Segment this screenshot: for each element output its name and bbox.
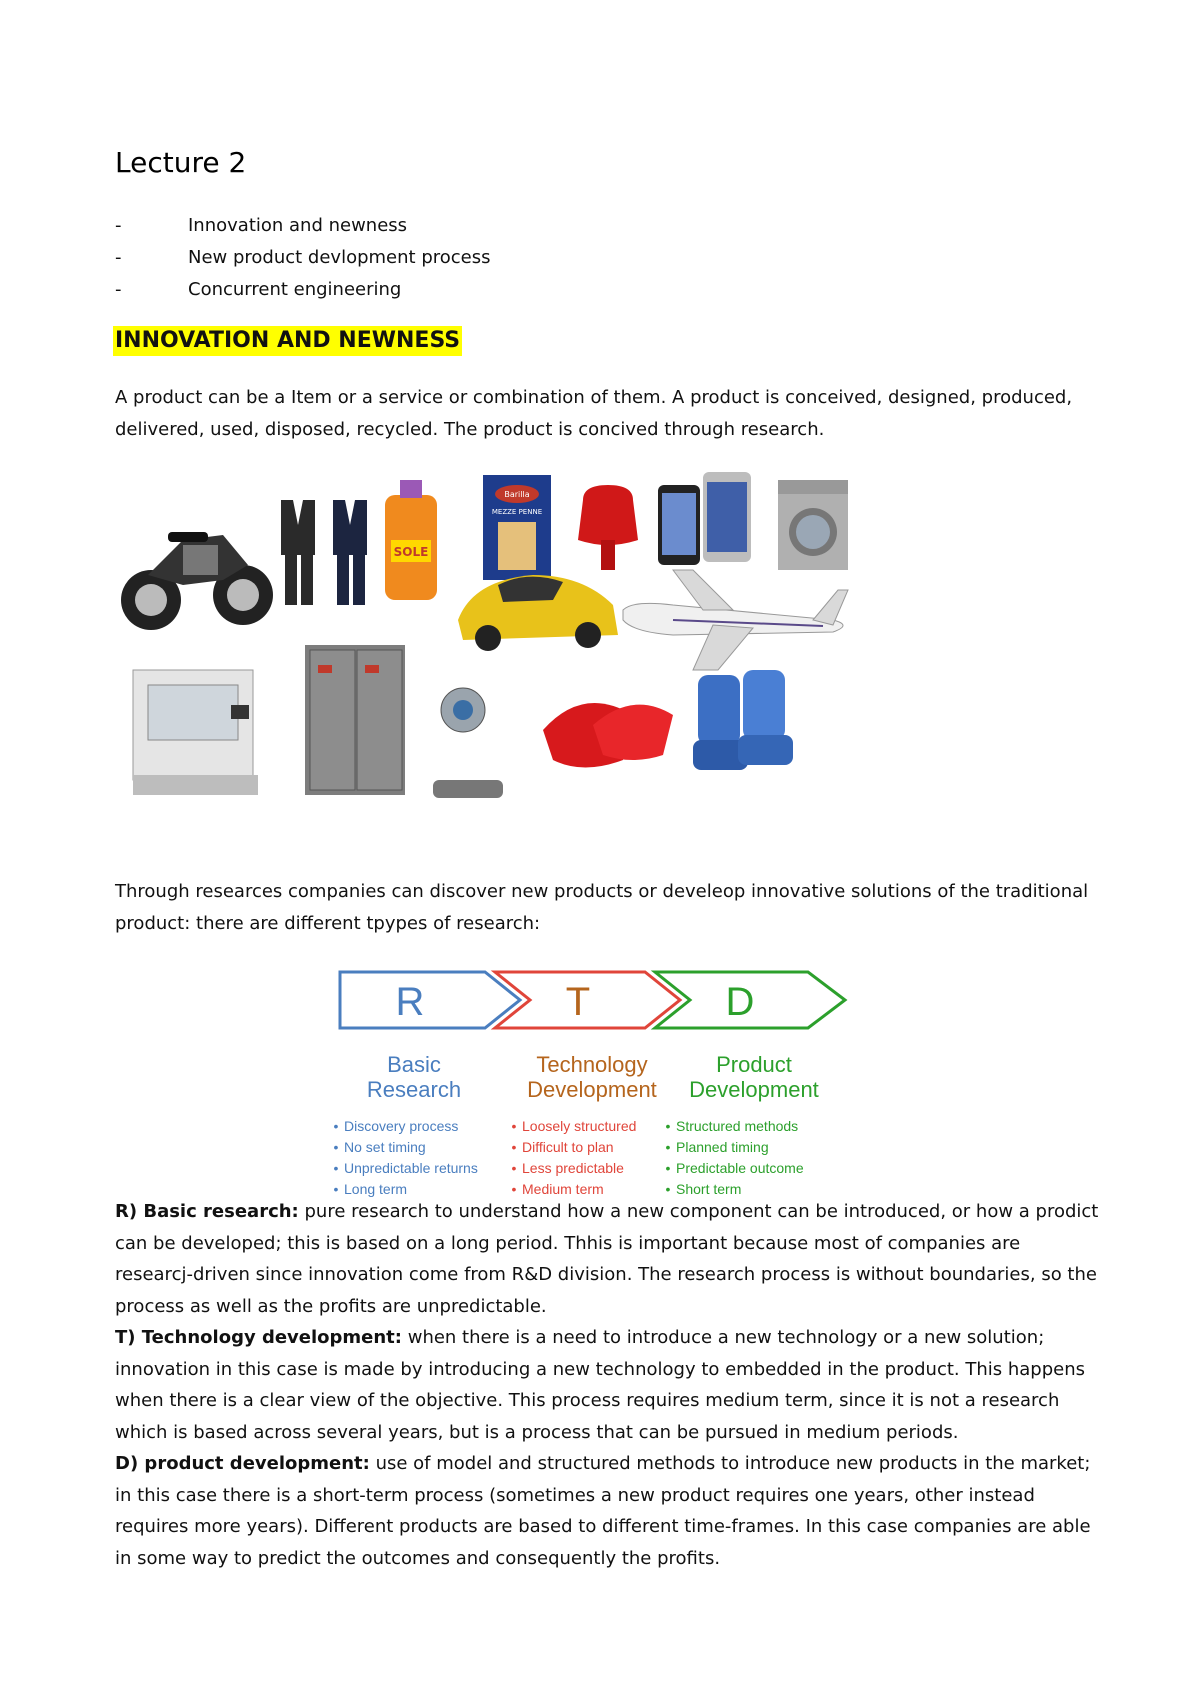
motorcycle-image xyxy=(121,532,273,630)
list-item: • Medium term xyxy=(511,1181,604,1197)
list-item: • Less predictable xyxy=(511,1160,624,1176)
block-title-line: Research xyxy=(366,1077,462,1102)
list-item: • Long term xyxy=(333,1181,408,1197)
research-intro-paragraph: Through researces companies can discover new products or develeop innovative solutions of the traditional product: there are different tpypes of research: xyxy=(115,881,1089,934)
topic-list xyxy=(115,210,491,306)
pasta-box-product-text: MEZZE PENNE xyxy=(491,508,543,516)
list-item: • Unpredictable returns xyxy=(333,1160,478,1176)
definition-label: D) product development: xyxy=(115,1453,370,1474)
suits-image xyxy=(281,500,367,605)
list-item: • Planned timing xyxy=(665,1139,769,1155)
pasta-box-brand-text: Barilla xyxy=(504,490,530,499)
basic-research-definition xyxy=(115,1196,1100,1322)
block-title-line: Product xyxy=(716,1052,792,1077)
list-item: • Difficult to plan xyxy=(511,1139,614,1155)
sports-car-image xyxy=(458,575,618,651)
product-development-title xyxy=(644,1052,864,1102)
intro-paragraph: A product can be a Item or a service or combination of them. A product is conceived, designed, produced, delivered, used, disposed, recycled. The product is concived through research. xyxy=(115,387,1073,440)
product-development-block xyxy=(644,1052,864,1200)
lamp-image xyxy=(578,485,638,570)
technology-development-definition xyxy=(115,1322,1100,1448)
block-title-line: Development xyxy=(527,1077,657,1102)
list-item: • Structured methods xyxy=(665,1118,799,1134)
definition-text: when there is a need to introduce a new technology or a new solution; innovation in this case is made by introducing a new technology to embedded in the product. This happens when there is a clear view of the objective. This process requires medium term, since it is not a research which is based across several years, but is a process that can be pursued in medium periods. xyxy=(115,1327,1086,1443)
definition-label: R) Basic research: xyxy=(115,1201,299,1222)
page-title: Lecture 2 xyxy=(115,146,247,179)
topic-item: - Concurrent engineering xyxy=(115,274,491,306)
definition-text: use of model and structured methods to introduce new products in the market; in this case there is a short-term process (sometimes a new product requires one years, other instead requires more years). Different products are based to different time-frames. In this case companies are able in some way to predict the outcomes and consequently the profits. xyxy=(115,1453,1091,1569)
detergent-bottle-image xyxy=(385,480,437,600)
block-title-line: Technology xyxy=(536,1052,648,1077)
product-development-list xyxy=(660,1116,864,1200)
topic-label: Concurrent engineering xyxy=(188,279,402,300)
electrical-cabinet-image xyxy=(305,645,405,795)
list-item: • Predictable outcome xyxy=(665,1160,804,1176)
smartphones-image xyxy=(658,472,751,565)
d-letter: D xyxy=(725,980,755,1024)
definition-label: T) Technology development: xyxy=(115,1327,402,1348)
list-item: • Loosely structured xyxy=(511,1118,637,1134)
definition-text: pure research to understand how a new component can be introduced, or how a prodict can be developed; this is based on a long period. Thhis is important because most of companies are researcj-driven since innovation come from R&D division. The research process is without boundaries, so the process as well as the profits are unpredictable. xyxy=(115,1201,1099,1317)
list-item: • No set timing xyxy=(333,1139,426,1155)
product-collage-image xyxy=(113,470,913,830)
list-item: • Short term xyxy=(665,1181,742,1197)
pasta-box-image xyxy=(483,475,551,580)
t-letter: T xyxy=(565,980,591,1024)
definitions-block xyxy=(115,1196,1100,1574)
car-seats-image xyxy=(693,670,793,770)
section-heading: INNOVATION AND NEWNESS xyxy=(113,326,462,356)
topic-label: Innovation and newness xyxy=(188,215,408,236)
list-item: • Discovery process xyxy=(333,1118,459,1134)
rtd-arrows xyxy=(100,960,1100,1040)
brake-calipers-image xyxy=(543,703,673,768)
topic-label: New product devlopment process xyxy=(188,247,491,268)
rtd-diagram xyxy=(100,960,1100,1200)
r-letter: R xyxy=(395,980,425,1024)
block-title-line: Basic xyxy=(387,1052,441,1077)
r-arrow-shape xyxy=(340,972,520,1028)
washing-machine-image xyxy=(778,480,848,570)
cnc-machine-image xyxy=(133,670,258,795)
airplane-image xyxy=(623,570,848,670)
topic-item: - Innovation and newness xyxy=(115,210,491,242)
svg-text:SOLE: SOLE xyxy=(393,545,429,559)
block-title-line: Development xyxy=(689,1077,819,1102)
product-development-definition xyxy=(115,1448,1100,1574)
mechanical-part-image xyxy=(433,688,503,798)
topic-item: - New product devlopment process xyxy=(115,242,491,274)
